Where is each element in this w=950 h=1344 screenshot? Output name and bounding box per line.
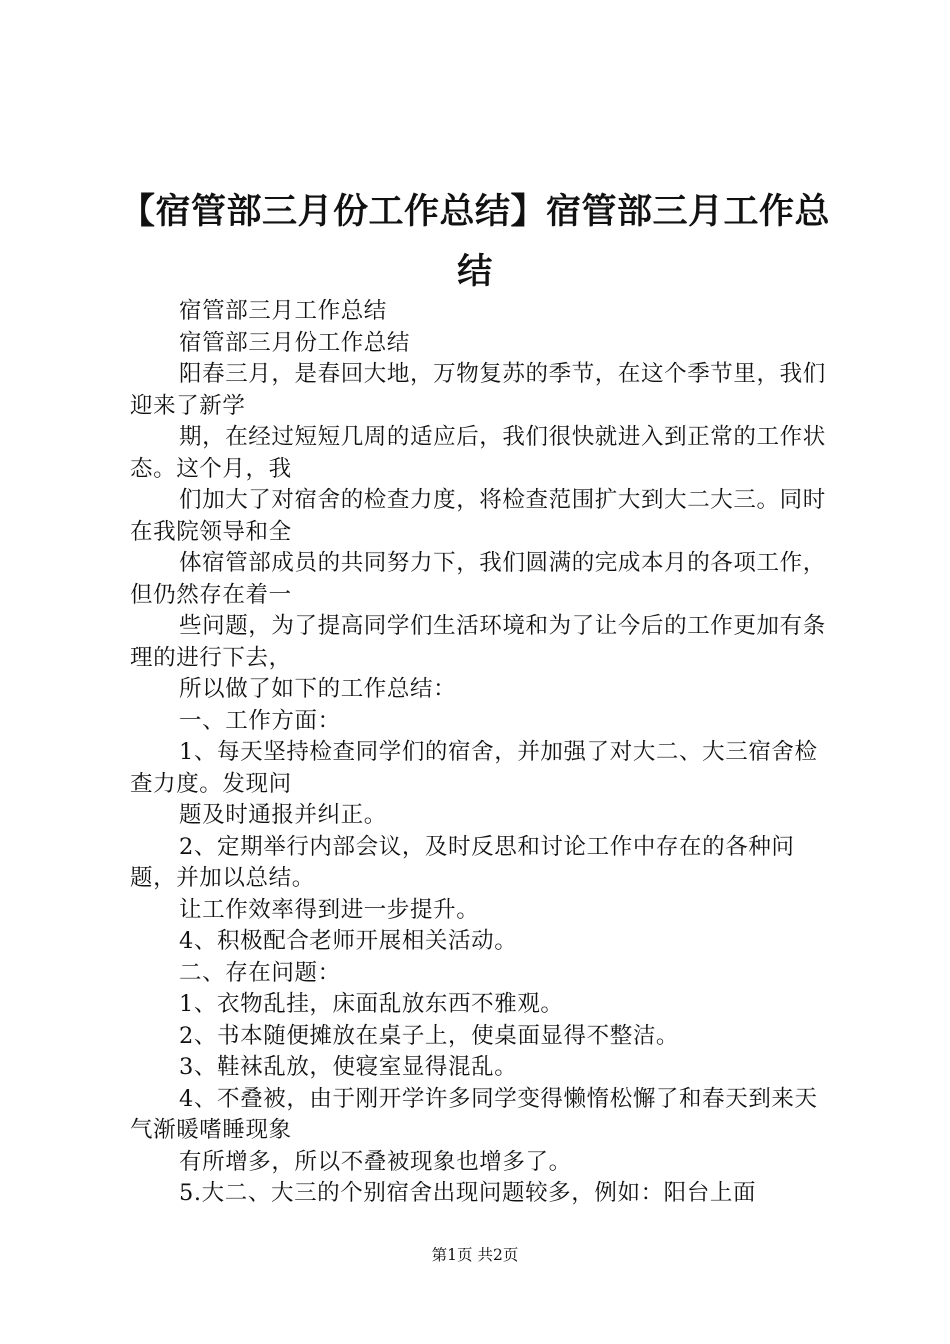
paragraph: 有所增多，所以不叠被现象也增多了。: [179, 1148, 572, 1175]
paragraph: 4、积极配合老师开展相关活动。: [179, 928, 518, 954]
paragraph: 1、衣物乱挂，床面乱放东西不雅观。: [179, 991, 564, 1017]
paragraph: 4、不叠被，由于刚开学许多同学变得懒惰松懈了和春天到来天气渐暖嗜睡现象: [130, 1085, 818, 1143]
paragraph: 体宿管部成员的共同努力下，我们圆满的完成本月的各项工作，但仍然存在着一: [130, 550, 826, 608]
paragraph: 所以做了如下的工作总结：: [179, 676, 457, 702]
section-heading: 一、工作方面：: [179, 707, 341, 734]
paragraph: 宿管部三月份工作总结: [179, 329, 411, 356]
paragraph: 2、书本随便摊放在桌子上，使桌面显得不整洁。: [179, 1022, 680, 1049]
paragraph: 们加大了对宿舍的检查力度，将检查范围扩大到大二大三。同时在我院领导和全: [130, 487, 826, 545]
paragraph: 1、每天坚持检查同学们的宿舍，并加强了对大二、大三宿舍检查力度。发现问: [130, 739, 818, 797]
paragraph: 3、鞋袜乱放，使寝室显得混乱。: [179, 1054, 518, 1080]
page-footer: [0, 1243, 950, 1265]
paragraph: 阳春三月，是春回大地，万物复苏的季节，在这个季节里，我们迎来了新学: [130, 361, 826, 419]
paragraph: 题及时通报并纠正。: [179, 802, 387, 828]
document-title-line-2: 结: [457, 252, 493, 292]
paragraph: 5.大二、大三的个别宿舍出现问题较多，例如：阳台上面: [179, 1180, 757, 1206]
paragraph: 让工作效率得到进一步提升。: [179, 896, 480, 923]
paragraph: 宿管部三月工作总结: [179, 298, 387, 324]
document-title-line-1: 【宿管部三月份工作总结】宿管部三月工作总: [119, 192, 830, 232]
section-heading: 二、存在问题：: [179, 959, 341, 986]
document-body: [130, 296, 840, 1210]
paragraph: 期，在经过短短几周的适应后，我们很快就进入到正常的工作状态。这个月，我: [130, 424, 826, 482]
page-number: 第1页 共2页: [431, 1246, 519, 1264]
paragraph: 些问题，为了提高同学们生活环境和为了让今后的工作更加有条理的进行下去，: [130, 613, 826, 671]
paragraph: 2、定期举行内部会议，及时反思和讨论工作中存在的各种问题，并加以总结。: [130, 833, 795, 891]
document-title: [110, 182, 840, 302]
